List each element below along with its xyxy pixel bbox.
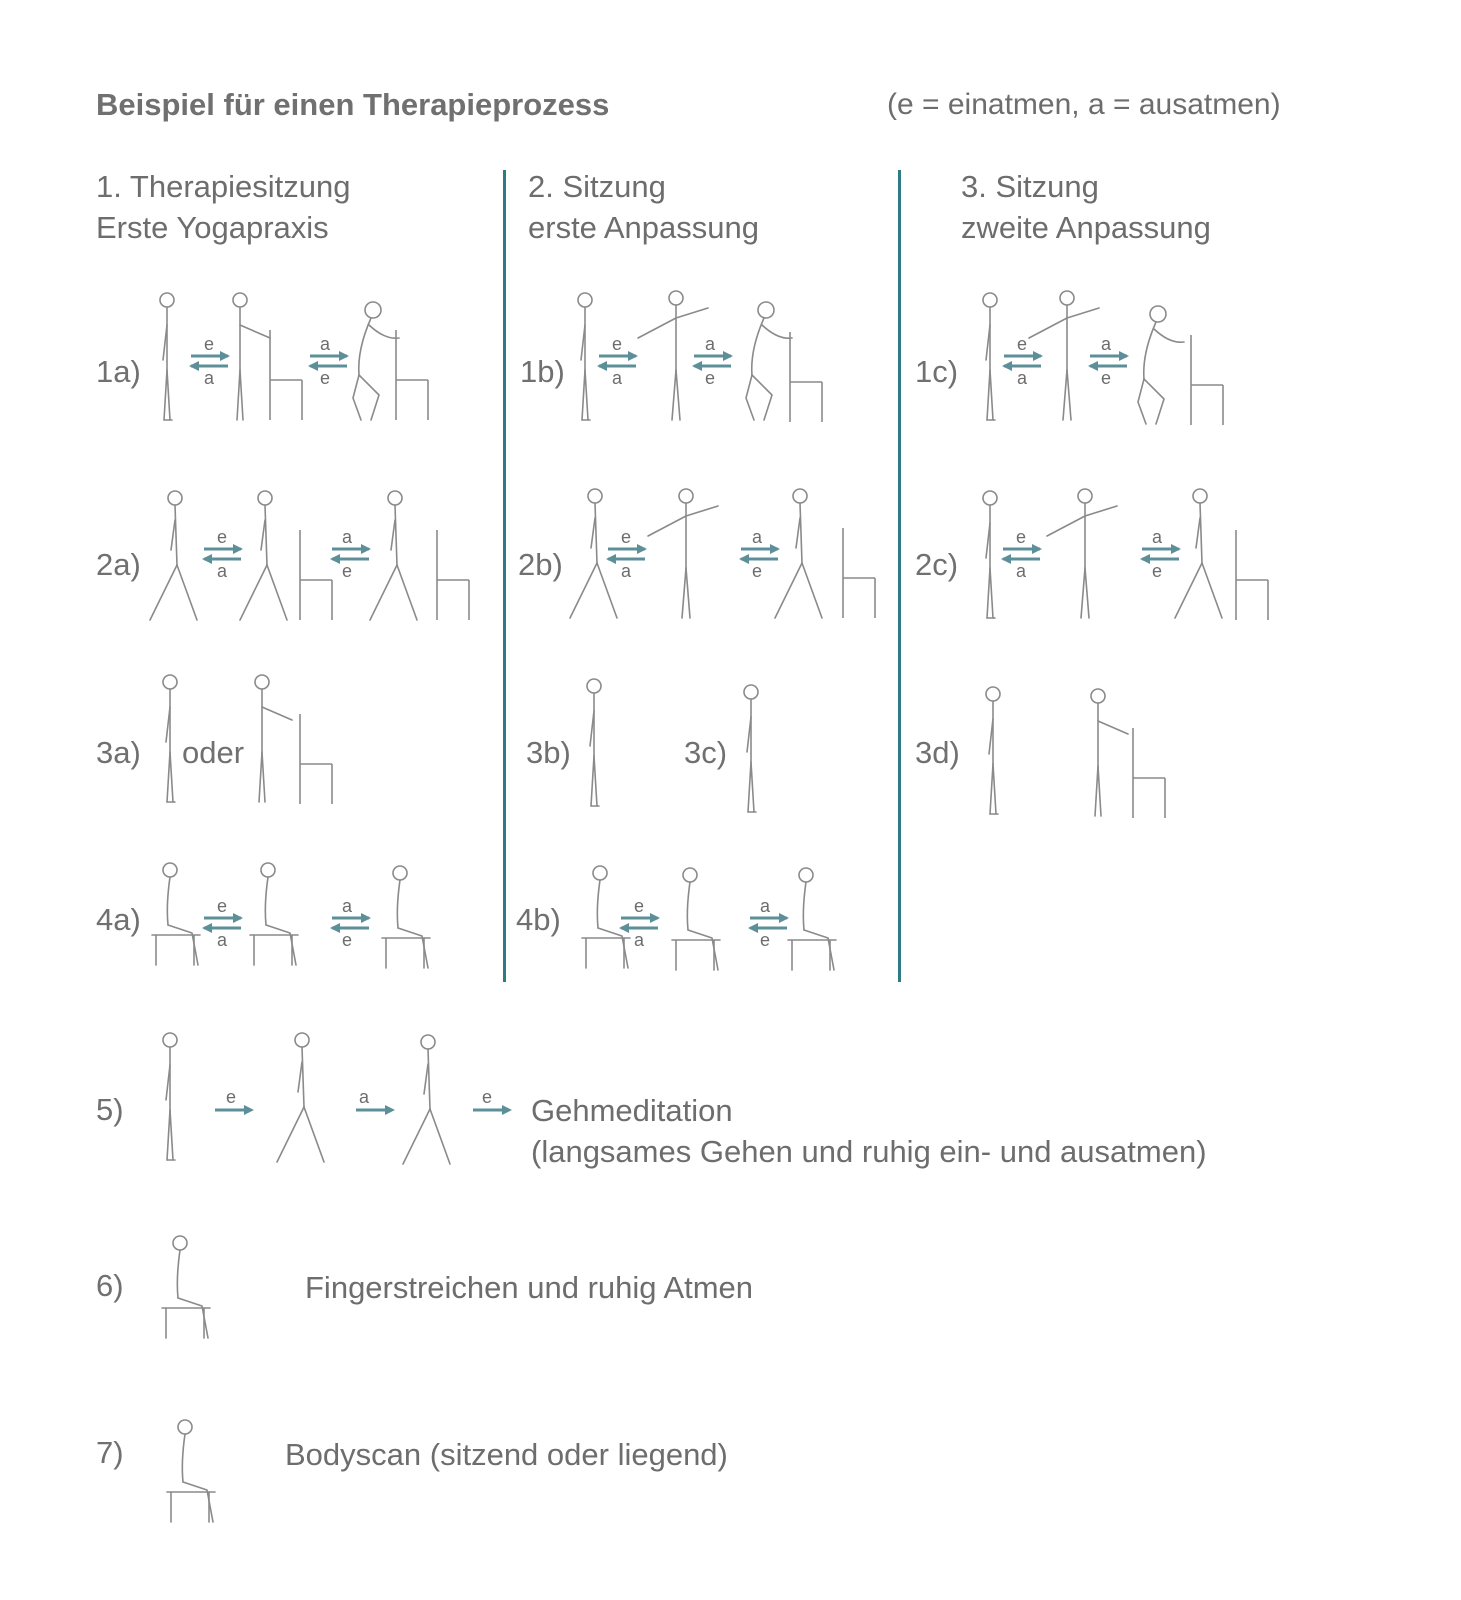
arrow-label-a: a xyxy=(342,896,353,916)
arrow-label-e: e xyxy=(634,896,645,916)
figure-1a-2 xyxy=(233,293,270,420)
column-2-line2: erste Anpassung xyxy=(528,210,759,245)
arrow-label-e: e xyxy=(482,1087,493,1107)
arrow-label-e: e xyxy=(612,334,623,354)
figure-1a-3 xyxy=(353,302,399,420)
arrow-label-a: a xyxy=(320,334,331,354)
chair-1a-2 xyxy=(396,330,428,420)
figure-4a-1 xyxy=(152,863,200,965)
exercise-6-description: Fingerstreichen und ruhig Atmen xyxy=(305,1270,754,1305)
arrow-label-e: e xyxy=(217,896,228,916)
label-3a: 3a) xyxy=(96,735,141,770)
breathing-legend: (e = einatmen, a = ausatmen) xyxy=(887,88,1281,121)
figure-4b-3 xyxy=(788,868,836,970)
chair-1b xyxy=(790,332,822,422)
label-2a: 2a) xyxy=(96,547,141,582)
arrow-label-a: a xyxy=(204,368,215,388)
column-1-line1: 1. Therapiesitzung xyxy=(96,169,351,204)
page-title: Beispiel für einen Therapieprozess xyxy=(96,87,610,122)
label-5: 5) xyxy=(96,1092,124,1127)
figure-2c-2 xyxy=(1047,489,1117,618)
figure-3a-1 xyxy=(163,675,177,802)
label-1c: 1c) xyxy=(915,354,959,389)
arrow-label-e: e xyxy=(204,334,215,354)
arrow-label-e: e xyxy=(621,527,632,547)
exercise-7-description: Bodyscan (sitzend oder liegend) xyxy=(285,1437,728,1472)
chair-1a-1 xyxy=(270,330,302,420)
breath-arrow-1a-1 xyxy=(189,334,230,388)
arrow-label-e: e xyxy=(1152,561,1163,581)
arrow-label-e: e xyxy=(760,930,771,950)
label-4b: 4b) xyxy=(516,902,561,937)
exercise-5-line1: Gehmeditation xyxy=(531,1093,733,1128)
walk-arrow-2 xyxy=(356,1087,395,1115)
breath-arrow-4b-2 xyxy=(748,896,789,950)
figure-3d-2 xyxy=(1091,689,1128,816)
arrow-label-a: a xyxy=(1101,334,1112,354)
chair-2a-2 xyxy=(437,530,469,620)
breath-arrow-1a-2 xyxy=(308,334,349,388)
arrow-label-e: e xyxy=(1016,527,1027,547)
arrow-label-e: e xyxy=(1017,334,1028,354)
breath-arrow-2c-1 xyxy=(1001,527,1042,581)
label-3b: 3b) xyxy=(526,735,571,770)
arrow-label-e: e xyxy=(226,1087,237,1107)
label-2c: 2c) xyxy=(915,547,959,582)
walk-arrow-1 xyxy=(215,1087,254,1115)
figure-2c-1 xyxy=(983,491,997,618)
figure-3b xyxy=(587,679,601,806)
figure-2b-3 xyxy=(775,489,822,618)
arrow-label-e: e xyxy=(320,368,331,388)
chair-2b xyxy=(843,528,875,618)
label-1b: 1b) xyxy=(520,354,565,389)
column-1-line2: Erste Yogapraxis xyxy=(96,210,329,245)
figure-2a-2 xyxy=(240,491,287,620)
breath-arrow-2b-2 xyxy=(739,527,780,581)
label-1a: 1a) xyxy=(96,354,141,389)
label-3c: 3c) xyxy=(684,735,728,770)
label-4a: 4a) xyxy=(96,902,141,937)
figure-7 xyxy=(167,1420,215,1522)
arrow-label-a: a xyxy=(621,561,632,581)
exercise-5-line2: (langsames Gehen und ruhig ein- und ausatmen) xyxy=(531,1134,1207,1169)
figure-1c-3 xyxy=(1138,306,1184,424)
figure-5-1 xyxy=(163,1033,177,1160)
breath-arrow-2b-1 xyxy=(606,527,647,581)
figure-5-3 xyxy=(403,1035,450,1164)
breath-arrow-1b-1 xyxy=(597,334,638,388)
column-2-line1: 2. Sitzung xyxy=(528,169,666,204)
arrow-label-e: e xyxy=(342,561,353,581)
figure-2c-3 xyxy=(1175,489,1222,618)
figure-1b-3 xyxy=(746,302,792,420)
figure-2a-3 xyxy=(370,491,417,620)
chair-3d xyxy=(1133,728,1165,818)
label-6: 6) xyxy=(96,1268,124,1303)
chair-2a-1 xyxy=(300,530,332,620)
label-7: 7) xyxy=(96,1435,124,1470)
arrow-label-e: e xyxy=(1101,368,1112,388)
figure-4a-2 xyxy=(250,863,298,965)
arrow-label-a: a xyxy=(1152,527,1163,547)
chair-2c xyxy=(1236,530,1268,620)
breath-arrow-4b-1 xyxy=(619,896,660,950)
arrow-label-e: e xyxy=(705,368,716,388)
arrow-label-e: e xyxy=(217,527,228,547)
arrow-label-a: a xyxy=(342,527,353,547)
chair-1c xyxy=(1191,335,1223,425)
figure-4b-2 xyxy=(672,868,720,970)
breath-arrow-1c-2 xyxy=(1088,334,1129,388)
label-oder: oder xyxy=(182,735,245,770)
breath-arrow-4a-1 xyxy=(202,896,243,950)
breath-arrow-2a-2 xyxy=(330,527,371,581)
figure-2a-1 xyxy=(150,491,197,620)
figure-2b-1 xyxy=(570,489,617,618)
arrow-label-e: e xyxy=(752,561,763,581)
label-2b: 2b) xyxy=(518,547,563,582)
figure-4a-3 xyxy=(382,866,430,968)
breath-arrow-2a-1 xyxy=(202,527,243,581)
figure-3d-1 xyxy=(986,687,1000,814)
figure-1a-1 xyxy=(160,293,174,420)
arrow-label-a: a xyxy=(760,896,771,916)
walk-arrow-3 xyxy=(473,1087,512,1115)
figure-3c xyxy=(744,685,758,812)
arrow-label-a: a xyxy=(217,561,228,581)
breath-arrow-1b-2 xyxy=(692,334,733,388)
figure-2b-2 xyxy=(648,489,718,618)
arrow-label-a: a xyxy=(705,334,716,354)
figure-1c-1 xyxy=(983,293,997,420)
breath-arrow-1c-1 xyxy=(1002,334,1043,388)
figure-3a-2 xyxy=(255,675,292,802)
figure-6 xyxy=(162,1236,210,1338)
label-3d: 3d) xyxy=(915,735,960,770)
arrow-label-a: a xyxy=(1016,561,1027,581)
column-3-line1: 3. Sitzung xyxy=(961,169,1099,204)
breath-arrow-4a-2 xyxy=(330,896,371,950)
arrow-label-a: a xyxy=(1017,368,1028,388)
column-3-line2: zweite Anpassung xyxy=(961,210,1211,245)
arrow-label-e: e xyxy=(342,930,353,950)
figure-5-2 xyxy=(277,1033,324,1162)
arrow-label-a: a xyxy=(217,930,228,950)
arrow-label-a: a xyxy=(612,368,623,388)
breath-arrow-2c-2 xyxy=(1140,527,1181,581)
figure-1b-1 xyxy=(578,293,592,420)
arrow-label-a: a xyxy=(752,527,763,547)
chair-3a xyxy=(300,714,332,804)
arrow-label-a: a xyxy=(359,1087,370,1107)
arrow-label-a: a xyxy=(634,930,645,950)
